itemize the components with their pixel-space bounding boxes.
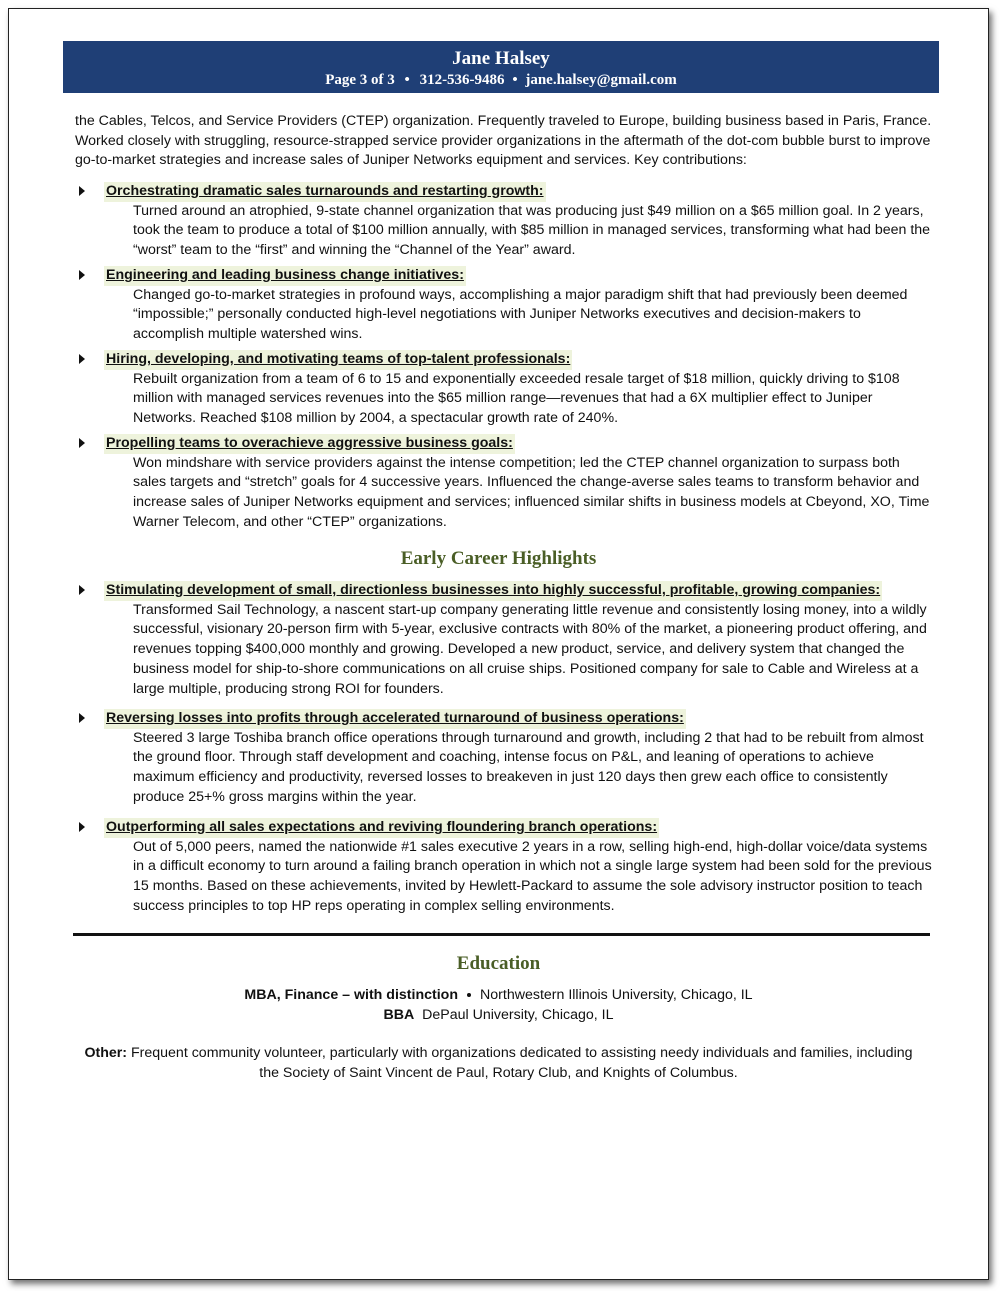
bullet-description: Rebuilt organization from a team of 6 to 15 and exponentially exceeded resale target of $18 million, quickly driving to $108 million with managed services revenues into the $65 million range—revenues that had a 6X multiplier effect to Juniper Networks. Reached $108 million by 2004, a spectacular growth rate of 240%. <box>133 370 900 427</box>
other-paragraph <box>79 1044 918 1083</box>
bullet-description: Won mindshare with service providers against the intense competition; led the CTEP channel organization to surpass both sales targets and “stretch” goals for 4 successive years. Influenced the change-averse sales teams to transform behavior and increase sales of Juniper Networks equipment and services; influenced similar shifts in business models at Cbeyond, XO, Time Warner Telecom, and other “CTEP” organizations. <box>133 454 930 530</box>
degree-label: BBA <box>383 1007 415 1023</box>
school-name: Northwestern Illinois University, Chicago, IL <box>480 987 753 1003</box>
education-mba <box>9 986 988 1006</box>
bullet-description: Turned around an atrophied, 9-state channel organization that was producing just $49 million on a $65 million goal. In 2 years, took the team to produce a total of $100 million annually, with $85 million in managed services, transforming what had been the “worst” team to the “first” and winning the “Channel of the Year” award. <box>133 202 931 259</box>
email-address: jane.halsey@gmail.com <box>525 72 677 88</box>
education-bba <box>9 1006 988 1026</box>
separator: • <box>512 72 518 88</box>
section-heading-education: Education <box>456 953 541 974</box>
other-text: Frequent community volunteer, particularly with organizations dedicated to assisting needy individuals and families, including the Society of Saint Vincent de Paul, Rotary Club, and Knights of Columbus. <box>130 1045 913 1081</box>
bullet-title: Orchestrating dramatic sales turnarounds and restarting growth: <box>104 182 546 202</box>
triangle-bullet-icon <box>79 713 85 723</box>
school-name: DePaul University, Chicago, IL <box>422 1007 614 1023</box>
list-item <box>75 266 945 345</box>
candidate-name: Jane Halsey <box>452 48 550 69</box>
intro-paragraph: the Cables, Telcos, and Service Providers (CTEP) organization. Frequently traveled to Europe, building business based in Paris, France. Worked closely with struggling, resource-strapped service provider organizations in the aftermath of the dot-com bubble burst to improve go-to-market strategies and increase sales of Juniper Networks equipment and services. Key contributions: <box>75 113 932 169</box>
triangle-bullet-icon <box>79 822 85 832</box>
triangle-bullet-icon <box>79 186 85 196</box>
dot-separator-icon <box>467 993 471 997</box>
bullet-title: Propelling teams to overachieve aggressive business goals: <box>104 434 515 454</box>
bullet-title: Stimulating development of small, directionless businesses into highly successful, profitable, growing companies: <box>104 581 882 601</box>
bullet-title: Engineering and leading business change initiatives: <box>104 266 466 286</box>
degree-label: MBA, Finance – with distinction <box>244 987 459 1003</box>
bullet-title: Reversing losses into profits through accelerated turnaround of business operations: <box>104 709 686 729</box>
triangle-bullet-icon <box>79 585 85 595</box>
section-divider <box>73 933 930 936</box>
page-number: Page 3 of 3 <box>325 72 395 88</box>
list-item <box>75 581 945 699</box>
list-item <box>75 182 945 261</box>
section-heading-early-career: Early Career Highlights <box>400 548 597 569</box>
bullet-description: Transformed Sail Technology, a nascent start-up company generating little revenue and consistently losing money, into a wildly successful, visionary 20-person firm with 5-year, exclusive contracts with 80% of the market, a pioneering product offering, and revenues topping $400,000 monthly and growing. Developed a new product, service, and delivery system that changed the business model for ship-to-shore communications on all cruise ships. Positioned company for sale to Cable and Wireless at a large multiple, producing strong ROI for founders. <box>133 601 927 697</box>
bullet-description: Steered 3 large Toshiba branch office operations through turnaround and growth, including 2 that had to be rebuilt from almost the ground floor. Through staff development and coaching, intense focus on P&L, and leaning of operations to achieve maximum efficiency and productivity, reversed losses to breakeven in just 120 days then grew each office to consistently produce 25+% gross margins within the year. <box>133 729 924 805</box>
bullet-description: Out of 5,000 peers, named the nationwide #1 sales executive 2 years in a row, selling high-end, high-dollar voice/data systems in a difficult economy to turn around a failing branch operation in which not a single large system had been sold for the previous 15 months. Based on these achievements, invited by Hewlett-Packard to assume the sole advisory instructor position to teach success principles to top HP reps operating in complex selling environments. <box>133 838 932 914</box>
resume-page <box>8 8 989 1280</box>
triangle-bullet-icon <box>79 354 85 364</box>
bullet-title: Hiring, developing, and motivating teams of top-talent professionals: <box>104 350 572 370</box>
header-banner <box>63 41 939 93</box>
list-item <box>75 434 945 533</box>
phone-number: 312-536-9486 <box>419 72 505 88</box>
list-item <box>75 818 945 917</box>
list-item <box>75 709 945 808</box>
list-item <box>75 350 945 429</box>
separator: • <box>404 72 410 88</box>
contact-line <box>63 70 939 90</box>
other-label: Other: <box>84 1045 128 1061</box>
triangle-bullet-icon <box>79 270 85 280</box>
bullet-description: Changed go-to-market strategies in profound ways, accomplishing a major paradigm shift that had previously been deemed “impossible;” personally conducted high-level negotiations with Juniper Networks executives and decision-makers to accomplish multiple watershed wins. <box>133 286 908 343</box>
bullet-title: Outperforming all sales expectations and reviving floundering branch operations: <box>104 818 659 838</box>
triangle-bullet-icon <box>79 438 85 448</box>
